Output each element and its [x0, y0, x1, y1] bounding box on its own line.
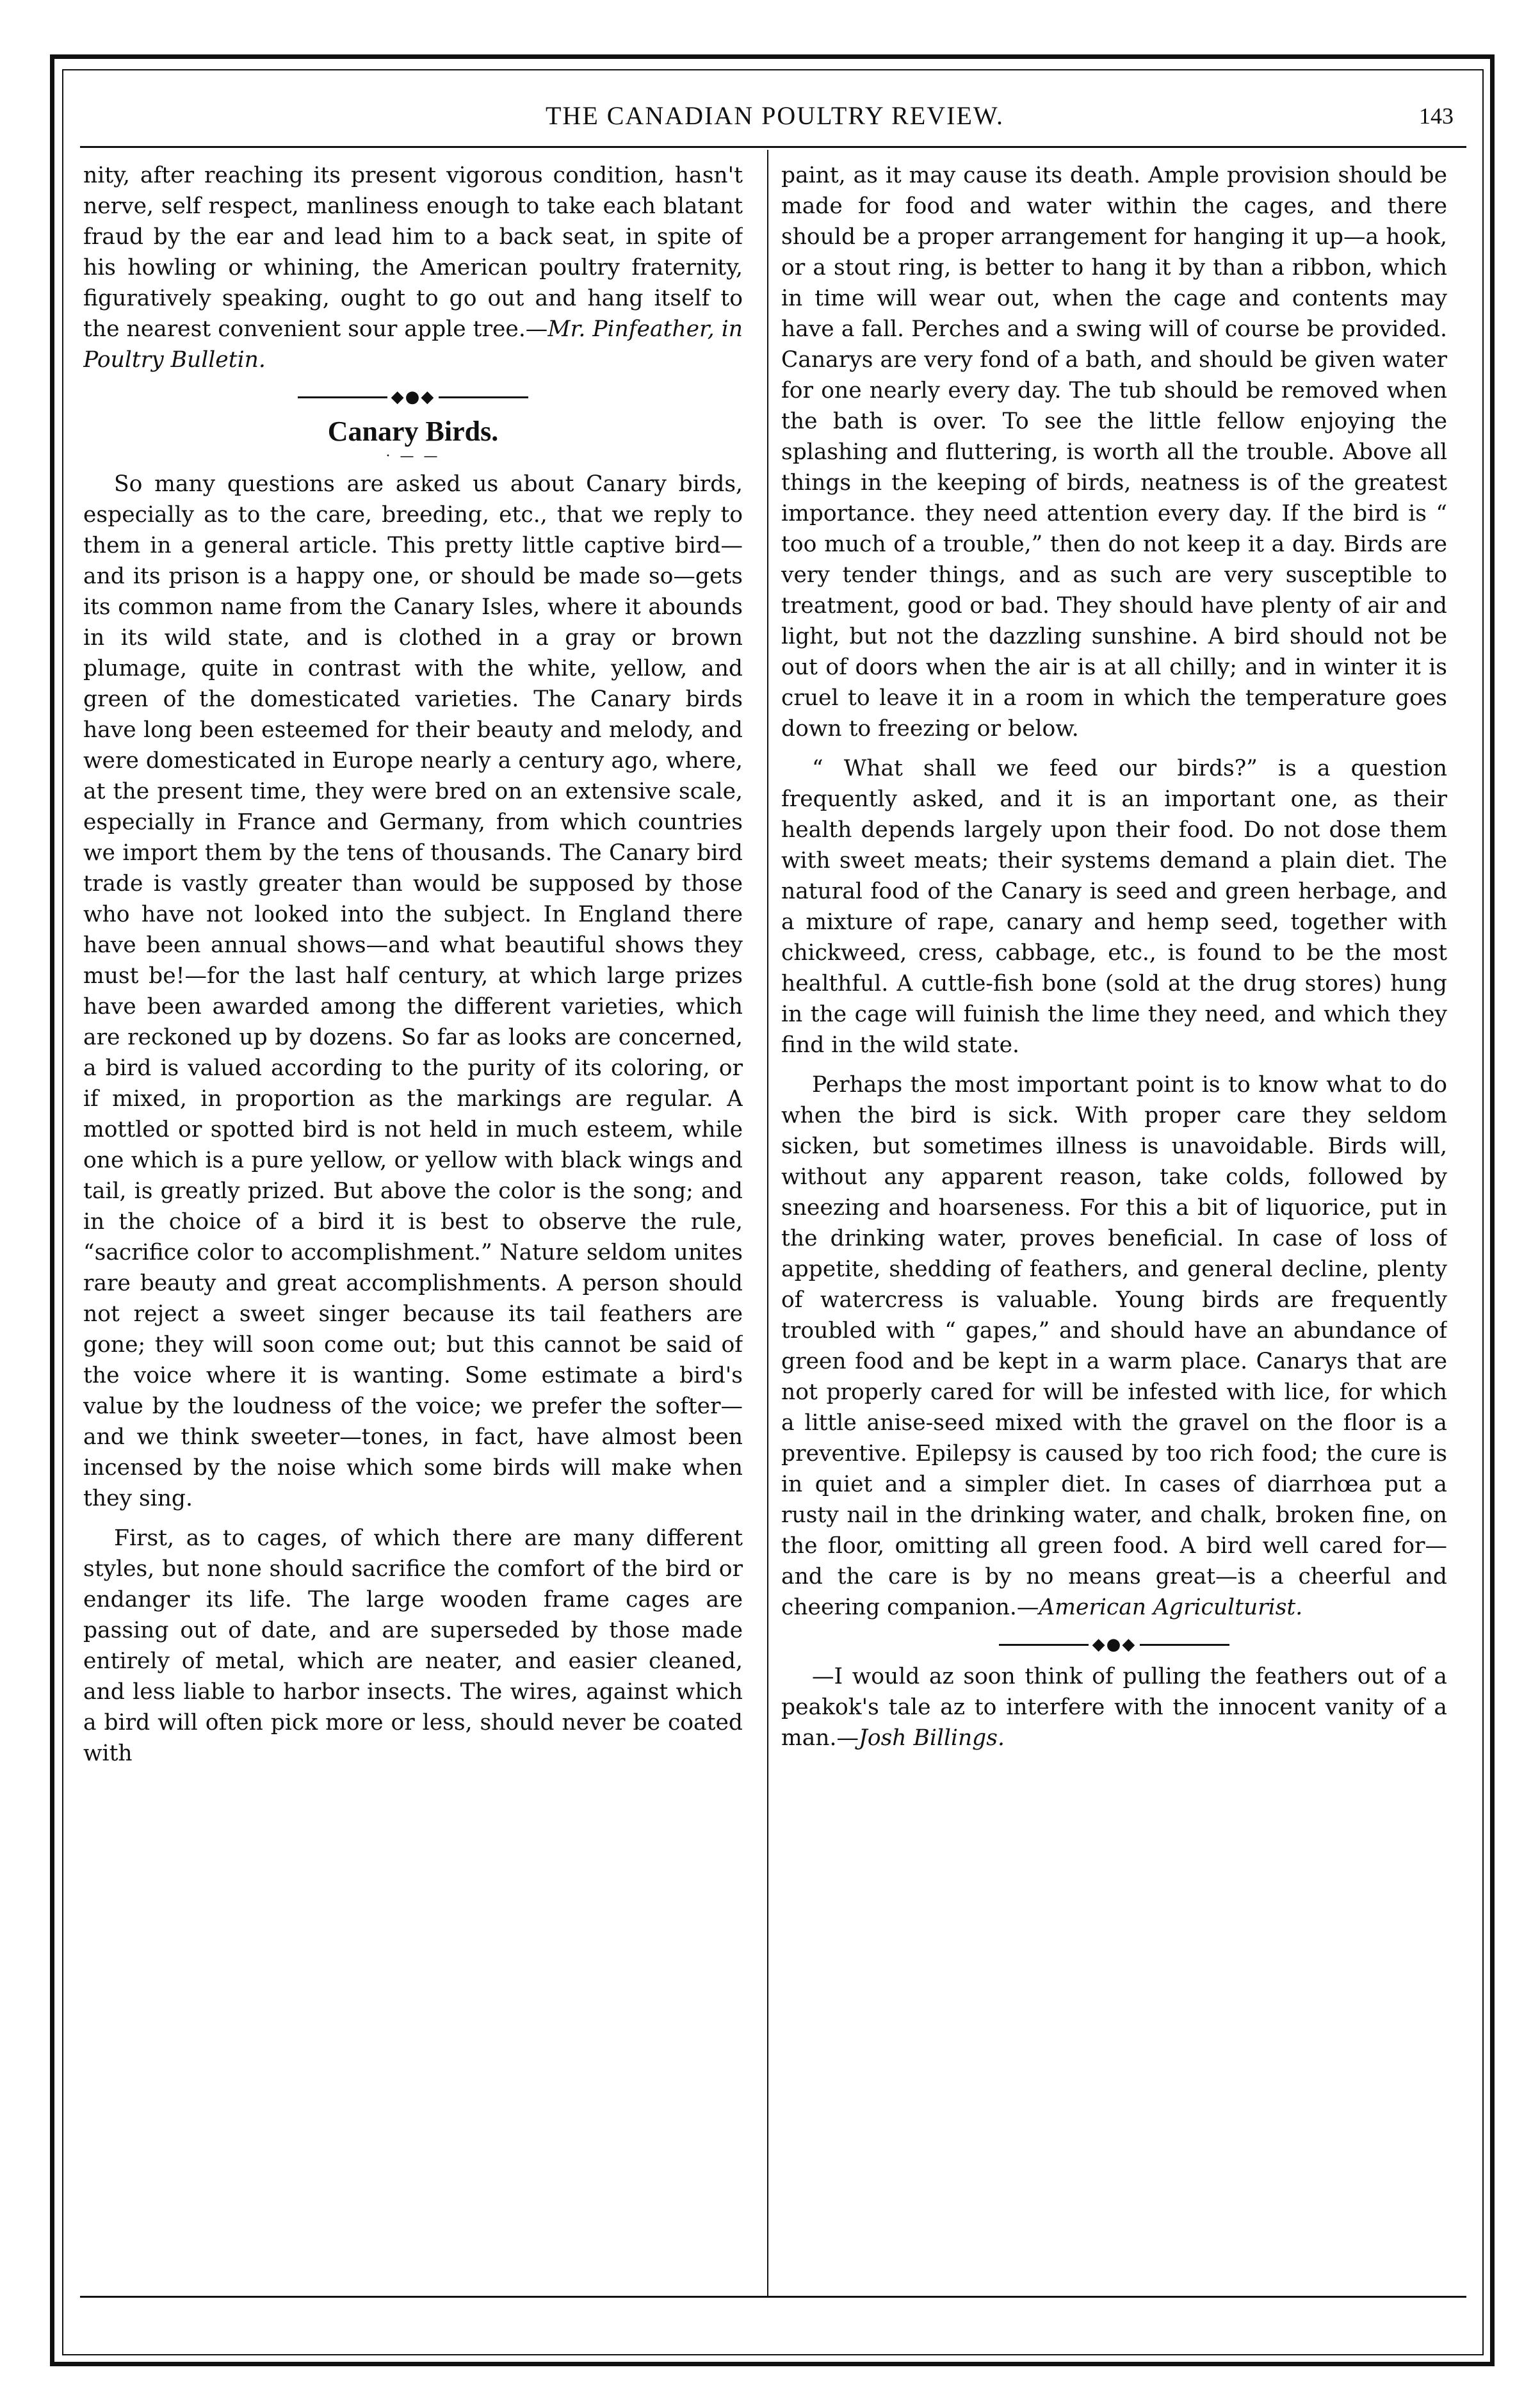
article-text: Perhaps the most important point is to know what to do when the bird is sick. With proper care they seldom sicken, but sometimes illness is unavoidable. Birds will, without any apparent reason, take colds, followed by sneezing and hoarseness. For this a bit of liquorice, put in the drinking water, proves beneficial. In case of loss of appetite, shedding of feathers, and general decline, plenty of watercress is valuable. Young birds are frequently troubled with “ gapes,” and should have an abundance of green food and be kept in a warm place. Canarys that are not properly cared for will be infested with lice, for which a little anise-seed mixed with the gravel on the floor is a preventive. Epilepsy is caused by too rich food; the cure is in quiet and a simpler diet. In cases of diarrhœa put a rusty nail in the drinking water, and chalk, broken fine, on the floor, omitting all green food. A bird well cared for—and the care is by no means great—is a cheerful and cheering companion.— [781, 1072, 1447, 1620]
continued-text: nity, after reaching its present vigorous condition, hasn't nerve, self respect, manliness enough to take each blatant fraud by the ear and lead him to a back seat, in spite of his howling or whining, the American poultry fraternity, figuratively speaking, ought to go out and hang itself to the nearest convenient sour apple tree.— [83, 163, 743, 342]
article-paragraph: First, as to cages, of which there are many different styles, but none should sacrifice the comfort of the bird or endanger its life. The large wooden frame cages are passing out of date, and are superseded by those made entirely of metal, which are neater, and easier cleaned, and less liable to harbor insects. The wires, against which a bird will often pick more or less, should never be coated with [83, 1525, 743, 1766]
bottom-rule [80, 2296, 1466, 2298]
article-title: Canary Birds. [327, 416, 499, 447]
left-column [83, 160, 743, 2286]
quote-paragraph [781, 1661, 1447, 1753]
running-header [83, 90, 1466, 141]
article-paragraph [781, 1069, 1447, 1623]
ornament-icon: ◆●◆ [1092, 1635, 1137, 1654]
column-divider [767, 150, 768, 2298]
ornament-icon: ◆●◆ [391, 387, 435, 407]
header-rule [80, 146, 1466, 148]
right-column [781, 160, 1447, 2286]
article-paragraph: So many questions are asked us about Canary birds, especially as to the care, breeding, etc., that we reply to them in a general article. This pretty little captive bird—and its prison is a happy one, or should be made so—gets its common name from the Canary Isles, where it abounds in its wild state, and is clothed in a gray or brown plumage, quite in contrast with the white, yellow, and green of the domesticated varieties. The Canary birds have long been esteemed for their beauty and melody, and were domesticated in Europe nearly a century ago, where, at the present time, they were bred on an extensive scale, especially in France and Germany, from which countries we import them by the tens of thousands. The Canary bird trade is vastly greater than would be supposed by those who have not looked into the subject. In England there have been annual shows—and what beautiful shows they must be!—for the last half century, at which large prizes have been awarded among the different varieties, which are reckoned up by dozens. So far as looks are concerned, a bird is valued according to the purity of its coloring, or if mixed, in proportion as the markings are regular. A mottled or spotted bird is not held in much esteem, while one which is a pure yellow, or yellow with black wings and tail, is greatly prized. But above the color is the song; and in the choice of a bird it is best to observe the rule, “sacrifice color to accomplishment.” Nature seldom unites rare beauty and great accomplishments. A person should not reject a sweet singer because its tail feathers are gone; they will soon come out; but this cannot be said of the voice where it is wanting. Some estimate a bird's value by the loudness of the voice; we prefer the softer—and we think sweeter—tones, in fact, have almost been incensed by the noise which some birds will make when they sing. [83, 471, 743, 1511]
article-paragraph: paint, as it may cause its death. Ample provision should be made for food and water within the cages, and there should be a proper arrangement for hanging it up—a hook, or a stout ring, is better to hang it by than a ribbon, which in time will wear out, when the cage and contents may have a fall. Perches and a swing will of course be provided. Canarys are very fond of a bath, and should be given water for one nearly every day. The tub should be removed when the bath is over. To see the little fellow enjoying the splashing and fluttering, is worth all the trouble. Above all things in the keeping of birds, neatness is of the greatest importance. they need attention every day. If the bird is “ too much of a trouble,” then do not keep it a day. Birds are very tender things, and as such are very susceptible to treatment, good or bad. They should have plenty of air and light, but not the dazzling sunshine. A bird should not be out of doors when the air is at all chilly; and in winter it is cruel to leave it in a room in which the temperature goes down to freezing or below. [781, 163, 1447, 742]
citation-american-agriculturist: American Agriculturist. [1039, 1595, 1303, 1620]
citation-josh-billings: Josh Billings. [858, 1725, 1005, 1751]
quote-text: —I would az soon think of pulling the feathers out of a peakok's tale az to interfere with the innocent vanity of a man.— [781, 1664, 1447, 1751]
journal-title: THE CANADIAN POULTRY REVIEW. [546, 101, 1004, 130]
page-number: 143 [1419, 103, 1454, 129]
continued-paragraph [83, 160, 743, 375]
ornament-divider [83, 384, 743, 410]
citation-poultry-bulletin: Mr. Pinfeather, in Poultry Bulletin. [83, 316, 743, 373]
article-paragraph: “ What shall we feed our birds?” is a question frequently asked, and it is an important one, as their health depends largely upon their food. Do not dose them with sweet meats; their systems demand a plain diet. The natural food of the Canary is seed and green herbage, and a mixture of rape, canary and hemp seed, together with chickweed, cress, cabbage, etc., is found to be the most healthful. A cuttle-fish bone (sold at the drug stores) hung in the cage will fuinish the lime they need, and which they find in the wild state. [781, 756, 1447, 1058]
title-ornament: · — — [385, 448, 441, 464]
ornament-divider [781, 1632, 1447, 1657]
